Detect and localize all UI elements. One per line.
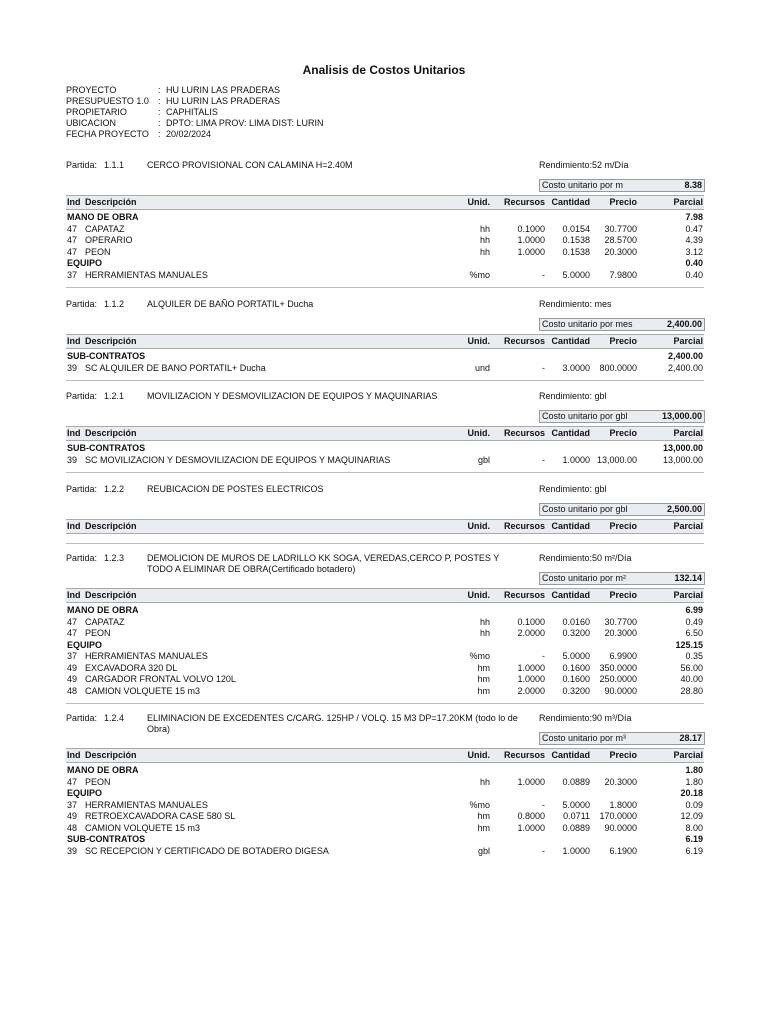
header-ind: Ind xyxy=(67,590,81,600)
table-header xyxy=(66,588,704,603)
header-unid: Unid. xyxy=(467,521,490,531)
row-parcial: 12.09 xyxy=(680,811,703,821)
header-cantidad: Cantidad xyxy=(551,197,590,207)
row-ind: 47 xyxy=(67,776,78,787)
table-row xyxy=(66,247,704,258)
partida-description: DEMOLICION DE MUROS DE LADRILLO KK SOGA, VEREDAS,CERCO P, POSTES Y TODO A ELIMINAR DE OBRA(Certificado botadero) xyxy=(147,553,500,574)
row-precio: 20.3000 xyxy=(604,628,637,638)
header-recursos: Recursos xyxy=(503,336,545,346)
row-cantidad: 5.0000 xyxy=(562,269,590,280)
row-ind: 49 xyxy=(67,811,78,821)
row-parcial: 0.35 xyxy=(685,651,703,661)
header-unid: Unid. xyxy=(467,197,490,207)
costo-unitario-box xyxy=(539,179,705,192)
info-value: 20/02/2024 xyxy=(166,129,212,139)
row-descripcion: CAPATAZ xyxy=(85,616,125,627)
row-ind: 49 xyxy=(67,674,78,684)
row-ind: 37 xyxy=(67,651,78,661)
partida-divider xyxy=(66,543,704,544)
partida-label: Partida: xyxy=(66,553,98,563)
costo-unitario-label: Costo unitario por gbl xyxy=(542,411,628,421)
row-descripcion: CARGADOR FRONTAL VOLVO 120L xyxy=(85,674,236,684)
row-ind: 47 xyxy=(67,616,78,627)
costo-unitario-value: 13,000.00 xyxy=(661,411,702,421)
row-unid: hh xyxy=(479,235,490,245)
row-descripcion: PEON xyxy=(85,776,111,787)
info-row xyxy=(66,118,324,129)
table-header xyxy=(66,195,704,210)
row-parcial: 28.80 xyxy=(680,685,703,696)
header-unid: Unid. xyxy=(467,336,490,346)
row-descripcion: EXCAVADORA 320 DL xyxy=(85,662,178,673)
info-colon: : xyxy=(158,96,161,106)
row-parcial: 0.47 xyxy=(685,223,703,234)
costo-unitario-value: 2,400.00 xyxy=(666,319,702,329)
partida-divider xyxy=(66,703,704,704)
row-recursos: 2.0000 xyxy=(517,685,545,696)
header-ind: Ind xyxy=(67,336,81,346)
table-row xyxy=(66,674,704,685)
row-descripcion: PEON xyxy=(85,628,111,638)
row-ind: 39 xyxy=(67,362,78,373)
costo-unitario-label: Costo unitario por m xyxy=(542,180,624,190)
info-row xyxy=(66,96,324,107)
group-total: 6.99 xyxy=(685,605,703,615)
header-recursos: Recursos xyxy=(503,197,545,207)
row-unid: und xyxy=(474,362,490,373)
header-cantidad: Cantidad xyxy=(551,590,590,600)
partida-description: ALQUILER DE BAÑO PORTATIL+ Ducha xyxy=(147,299,314,309)
header-unid: Unid. xyxy=(467,750,490,760)
table-row xyxy=(66,686,704,697)
info-row xyxy=(66,85,324,96)
costo-unitario-value: 132.14 xyxy=(674,573,702,583)
row-cantidad: 0.0711 xyxy=(563,811,590,821)
table-header xyxy=(66,426,704,441)
header-descripcion: Descripción xyxy=(85,428,137,438)
row-unid: hh xyxy=(479,616,490,627)
row-parcial: 56.00 xyxy=(680,662,703,673)
row-ind: 39 xyxy=(67,845,78,856)
row-descripcion: HERRAMIENTAS MANUALES xyxy=(85,269,208,280)
header-descripcion: Descripción xyxy=(85,197,137,207)
row-precio: 6.1900 xyxy=(609,845,637,856)
header-recursos: Recursos xyxy=(503,590,545,600)
group-row xyxy=(66,443,704,454)
partida-divider xyxy=(66,380,704,381)
costo-unitario-label: Costo unitario por m² xyxy=(542,573,627,583)
info-label: PRESUPUESTO 1.0 xyxy=(66,96,149,106)
table-row xyxy=(66,363,704,374)
project-info xyxy=(66,85,324,140)
header-precio: Precio xyxy=(609,336,637,346)
header-precio: Precio xyxy=(609,590,637,600)
table-row xyxy=(66,663,704,674)
info-colon: : xyxy=(158,85,161,95)
costo-unitario-label: Costo unitario por mes xyxy=(542,319,633,329)
row-recursos: 1.0000 xyxy=(517,776,545,787)
group-total: 13,000.00 xyxy=(662,443,703,453)
partida-code: 1.1.1 xyxy=(104,160,125,170)
row-precio: 800.0000 xyxy=(599,362,637,373)
partida-description: CERCO PROVISIONAL CON CALAMINA H=2.40M xyxy=(147,160,353,170)
row-descripcion: CAMION VOLQUETE 15 m3 xyxy=(85,822,201,833)
row-precio: 28.5700 xyxy=(604,235,637,245)
table-header xyxy=(66,334,704,349)
row-recursos: - xyxy=(542,845,545,856)
header-ind: Ind xyxy=(67,521,81,531)
group-name: SUB-CONTRATOS xyxy=(67,443,146,453)
row-ind: 47 xyxy=(67,235,78,245)
partida-code: 1.2.2 xyxy=(104,484,125,494)
row-unid: %mo xyxy=(469,269,490,280)
partida-description: MOVILIZACION Y DESMOVILIZACION DE EQUIPOS Y MAQUINARIAS xyxy=(147,391,438,401)
row-precio: 1.8000 xyxy=(609,799,637,810)
partida-label: Partida: xyxy=(66,391,98,401)
row-cantidad: 5.0000 xyxy=(562,799,590,810)
group-row xyxy=(66,765,704,776)
row-recursos: - xyxy=(542,799,545,810)
row-recursos: 0.1000 xyxy=(517,616,545,627)
group-name: MANO DE OBRA xyxy=(67,765,139,775)
header-descripcion: Descripción xyxy=(85,590,137,600)
header-recursos: Recursos xyxy=(503,750,545,760)
group-total: 6.19 xyxy=(685,834,703,844)
table-header xyxy=(66,748,704,763)
group-row xyxy=(66,788,704,799)
header-descripcion: Descripción xyxy=(85,521,137,531)
group-name: EQUIPO xyxy=(67,258,103,268)
row-cantidad: 0.0154 xyxy=(562,223,590,234)
partida-code: 1.2.1 xyxy=(104,391,125,401)
header-ind: Ind xyxy=(67,750,81,760)
row-cantidad: 3.0000 xyxy=(562,362,590,373)
table-row xyxy=(66,628,704,639)
costo-unitario-box xyxy=(539,318,705,331)
partida-label: Partida: xyxy=(66,160,98,170)
header-recursos: Recursos xyxy=(503,428,545,438)
group-row xyxy=(66,258,704,269)
row-ind: 39 xyxy=(67,454,78,465)
header-ind: Ind xyxy=(67,197,81,207)
info-colon: : xyxy=(158,129,161,139)
row-precio: 7.9800 xyxy=(609,269,637,280)
row-parcial: 6.19 xyxy=(685,845,703,856)
info-label: FECHA PROYECTO xyxy=(66,129,149,139)
group-name: EQUIPO xyxy=(67,639,103,650)
partida-code: 1.1.2 xyxy=(104,299,125,309)
row-cantidad: 0.1600 xyxy=(562,662,590,673)
row-cantidad: 0.0889 xyxy=(562,822,590,833)
row-recursos: 0.8000 xyxy=(517,811,545,821)
row-recursos: - xyxy=(542,454,545,465)
row-unid: hm xyxy=(477,674,490,684)
info-colon: : xyxy=(158,107,161,117)
row-unid: hh xyxy=(479,628,490,638)
group-total: 0.40 xyxy=(685,258,703,268)
header-precio: Precio xyxy=(609,750,637,760)
info-value: HU LURIN LAS PRADERAS xyxy=(166,85,281,95)
row-precio: 350.0000 xyxy=(599,662,637,673)
group-total: 7.98 xyxy=(685,212,703,222)
row-parcial: 1.80 xyxy=(685,776,703,787)
partida-description: REUBICACION DE POSTES ELECTRICOS xyxy=(147,484,324,494)
header-unid: Unid. xyxy=(467,428,490,438)
group-total: 20.18 xyxy=(680,788,703,798)
header-parcial: Parcial xyxy=(673,197,703,207)
header-descripcion: Descripción xyxy=(85,336,137,346)
row-precio: 90.0000 xyxy=(604,822,637,833)
header-descripcion: Descripción xyxy=(85,750,137,760)
row-descripcion: CAMION VOLQUETE 15 m3 xyxy=(85,685,201,696)
info-row xyxy=(66,129,324,140)
table-row xyxy=(66,811,704,822)
costo-unitario-label: Costo unitario por gbl xyxy=(542,504,628,514)
row-precio: 170.0000 xyxy=(599,811,637,821)
partida-label: Partida: xyxy=(66,299,98,309)
row-descripcion: SC ALQUILER DE BANO PORTATIL+ Ducha xyxy=(85,362,266,373)
group-name: SUB-CONTRATOS xyxy=(67,834,146,844)
row-cantidad: 0.0889 xyxy=(562,776,590,787)
header-parcial: Parcial xyxy=(673,590,703,600)
row-precio: 13,000.00 xyxy=(596,454,637,465)
row-ind: 47 xyxy=(67,628,78,638)
header-ind: Ind xyxy=(67,428,81,438)
group-name: MANO DE OBRA xyxy=(67,212,139,222)
info-label: UBICACION xyxy=(66,118,117,128)
header-recursos: Recursos xyxy=(503,521,545,531)
info-colon: : xyxy=(158,118,161,128)
row-precio: 20.3000 xyxy=(604,246,637,257)
rendimiento: Rendimiento: gbl xyxy=(539,391,607,401)
row-parcial: 40.00 xyxy=(680,674,703,684)
costo-unitario-label: Costo unitario por m³ xyxy=(542,733,627,743)
row-unid: hh xyxy=(479,246,490,257)
row-ind: 47 xyxy=(67,223,78,234)
row-recursos: 1.0000 xyxy=(517,662,545,673)
row-recursos: 1.0000 xyxy=(517,674,545,684)
costo-unitario-box xyxy=(539,732,705,745)
row-recursos: 2.0000 xyxy=(517,628,545,638)
group-total: 1.80 xyxy=(685,765,703,775)
row-cantidad: 0.3200 xyxy=(562,628,590,638)
table-row xyxy=(66,224,704,235)
row-recursos: - xyxy=(542,362,545,373)
header-parcial: Parcial xyxy=(673,428,703,438)
table-row xyxy=(66,651,704,662)
row-recursos: - xyxy=(542,269,545,280)
header-cantidad: Cantidad xyxy=(551,521,590,531)
row-recursos: 1.0000 xyxy=(517,235,545,245)
row-precio: 20.3000 xyxy=(604,776,637,787)
row-unid: hm xyxy=(477,662,490,673)
costo-unitario-value: 28.17 xyxy=(679,733,702,743)
header-cantidad: Cantidad xyxy=(551,428,590,438)
table-header xyxy=(66,519,704,534)
group-row xyxy=(66,640,704,651)
row-precio: 30.7700 xyxy=(604,616,637,627)
row-cantidad: 0.0160 xyxy=(562,616,590,627)
info-value: HU LURIN LAS PRADERAS xyxy=(166,96,281,106)
row-recursos: 1.0000 xyxy=(517,246,545,257)
row-unid: hm xyxy=(477,811,490,821)
row-precio: 90.0000 xyxy=(604,685,637,696)
group-row xyxy=(66,351,704,362)
row-unid: hm xyxy=(477,822,490,833)
row-unid: gbl xyxy=(477,454,490,465)
row-descripcion: PEON xyxy=(85,246,111,257)
costo-unitario-value: 8.38 xyxy=(684,180,702,190)
row-parcial: 0.40 xyxy=(685,269,703,280)
row-cantidad: 0.1538 xyxy=(562,235,590,245)
info-value: DPTO: LIMA PROV: LIMA DIST: LURIN xyxy=(166,118,324,128)
header-cantidad: Cantidad xyxy=(551,336,590,346)
row-parcial: 4.39 xyxy=(685,235,703,245)
row-unid: hh xyxy=(479,776,490,787)
costo-unitario-box xyxy=(539,572,705,585)
group-row xyxy=(66,605,704,616)
row-unid: hh xyxy=(479,223,490,234)
rendimiento: Rendimiento: gbl xyxy=(539,484,607,494)
group-row xyxy=(66,212,704,223)
row-ind: 48 xyxy=(67,685,78,696)
row-cantidad: 0.1600 xyxy=(562,674,590,684)
rendimiento: Rendimiento: mes xyxy=(539,299,612,309)
info-label: PROPIETARIO xyxy=(66,107,127,117)
table-row xyxy=(66,777,704,788)
row-precio: 30.7700 xyxy=(604,223,637,234)
row-ind: 37 xyxy=(67,799,78,810)
header-parcial: Parcial xyxy=(673,750,703,760)
costo-unitario-box xyxy=(539,410,705,423)
table-row xyxy=(66,823,704,834)
row-ind: 37 xyxy=(67,269,78,280)
row-cantidad: 5.0000 xyxy=(562,651,590,661)
partida-description: ELIMINACION DE EXCEDENTES C/CARG. 125HP / VOLQ. 15 M3 DP=17.20KM (todo lo de Obra) xyxy=(147,713,518,734)
row-descripcion: HERRAMIENTAS MANUALES xyxy=(85,799,208,810)
costo-unitario-value: 2,500.00 xyxy=(666,504,702,514)
row-parcial: 0.49 xyxy=(685,616,703,627)
table-row xyxy=(66,617,704,628)
group-total: 2,400.00 xyxy=(667,351,703,361)
rendimiento: Rendimiento:90 m³/Día xyxy=(539,713,632,723)
header-precio: Precio xyxy=(609,521,637,531)
table-row xyxy=(66,235,704,246)
info-value: CAPHITALIS xyxy=(166,107,218,117)
row-descripcion: SC RECEPCION Y CERTIFICADO DE BOTADERO DIGESA xyxy=(85,845,329,856)
row-descripcion: RETROEXCAVADORA CASE 580 SL xyxy=(85,811,236,821)
header-precio: Precio xyxy=(609,197,637,207)
rendimiento: Rendimiento:52 m/Día xyxy=(539,160,629,170)
row-cantidad: 1.0000 xyxy=(562,454,590,465)
group-row xyxy=(66,834,704,845)
page-title: Analisis de Costos Unitarios xyxy=(302,63,466,77)
partida-divider xyxy=(66,472,704,473)
row-ind: 48 xyxy=(67,822,78,833)
header-precio: Precio xyxy=(609,428,637,438)
row-descripcion: SC MOVILIZACION Y DESMOVILIZACION DE EQUIPOS Y MAQUINARIAS xyxy=(85,454,391,465)
row-recursos: 0.1000 xyxy=(517,223,545,234)
table-row xyxy=(66,270,704,281)
partida-label: Partida: xyxy=(66,484,98,494)
row-descripcion: HERRAMIENTAS MANUALES xyxy=(85,651,208,661)
row-parcial: 0.09 xyxy=(685,799,703,810)
table-row xyxy=(66,846,704,857)
row-unid: %mo xyxy=(469,799,490,810)
partida-label: Partida: xyxy=(66,713,98,723)
row-cantidad: 0.1538 xyxy=(562,246,590,257)
row-ind: 49 xyxy=(67,662,78,673)
row-unid: hm xyxy=(477,685,490,696)
group-total: 125.15 xyxy=(675,639,703,650)
row-unid: gbl xyxy=(477,845,490,856)
costo-unitario-box xyxy=(539,503,705,516)
header-unid: Unid. xyxy=(467,590,490,600)
row-parcial: 6.50 xyxy=(685,628,703,638)
row-cantidad: 0.3200 xyxy=(562,685,590,696)
row-parcial: 8.00 xyxy=(685,822,703,833)
partida-divider xyxy=(66,287,704,288)
header-cantidad: Cantidad xyxy=(551,750,590,760)
row-recursos: 1.0000 xyxy=(517,822,545,833)
row-cantidad: 1.0000 xyxy=(562,845,590,856)
header-parcial: Parcial xyxy=(673,521,703,531)
table-row xyxy=(66,455,704,466)
group-name: SUB-CONTRATOS xyxy=(67,351,146,361)
row-ind: 47 xyxy=(67,246,78,257)
row-descripcion: OPERARIO xyxy=(85,235,133,245)
info-row xyxy=(66,107,324,118)
group-name: EQUIPO xyxy=(67,788,103,798)
row-precio: 250.0000 xyxy=(599,674,637,684)
row-parcial: 2,400.00 xyxy=(667,362,703,373)
row-descripcion: CAPATAZ xyxy=(85,223,125,234)
group-name: MANO DE OBRA xyxy=(67,605,139,615)
row-unid: %mo xyxy=(469,651,490,661)
info-label: PROYECTO xyxy=(66,85,117,95)
row-precio: 6.9900 xyxy=(609,651,637,661)
row-parcial: 13,000.00 xyxy=(662,454,703,465)
partida-code: 1.2.3 xyxy=(104,553,125,563)
row-parcial: 3.12 xyxy=(685,246,703,257)
table-row xyxy=(66,800,704,811)
rendimiento: Rendimiento:50 m²/Día xyxy=(539,553,632,563)
partida-code: 1.2.4 xyxy=(104,713,125,723)
header-parcial: Parcial xyxy=(673,336,703,346)
row-recursos: - xyxy=(542,651,545,661)
